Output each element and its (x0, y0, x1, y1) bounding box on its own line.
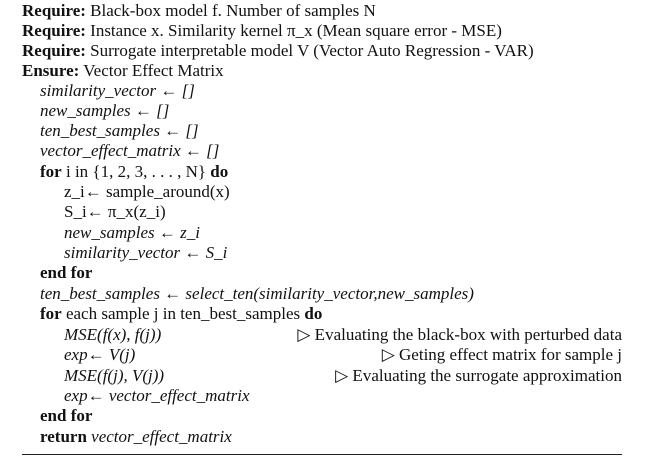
require-keyword: Require: (22, 1, 86, 20)
require-keyword: Require: (22, 41, 86, 60)
require-line-3 (22, 41, 534, 61)
init-new-samples: new_samples ← [] (40, 101, 170, 120)
require-text: Black-box model f. Number of samples N (85, 1, 376, 20)
require-line-2 (22, 21, 502, 41)
for-keyword: for (40, 304, 62, 323)
return-keyword: return (40, 427, 87, 446)
for-keyword: for (40, 162, 62, 181)
for-loop-header-2 (40, 304, 322, 324)
do-keyword: do (206, 162, 229, 181)
require-keyword: Require: (22, 21, 86, 40)
for-range: i in {1, 2, 3, . . . , N} (61, 162, 207, 181)
mse-blackbox-line: MSE(f(x), f(j)) (64, 325, 162, 344)
comment-surrogate: ▷ Evaluating the surrogate approximation (335, 366, 622, 385)
comment-blackbox: ▷ Evaluating the black-box with perturbed data (297, 325, 622, 344)
mse-surrogate-line: MSE(f(j), V(j)) (64, 366, 165, 385)
for-each-text: each sample j in ten_best_samples (61, 304, 301, 323)
init-similarity-vector: similarity_vector ← [] (40, 81, 195, 100)
init-vector-effect-matrix: vector_effect_matrix ← [] (40, 141, 220, 160)
require-text: Instance x. Similarity kernel π_x (Mean square error - MSE) (85, 21, 502, 40)
comment-effect-matrix: ▷ Geting effect matrix for sample j (381, 345, 622, 364)
ensure-text: Vector Effect Matrix (79, 61, 224, 80)
append-new-samples-line: new_samples ← z_i (64, 223, 200, 242)
exp-surrogate-line: exp← V(j) (64, 345, 136, 364)
require-line-1 (22, 1, 376, 21)
require-text: Surrogate interpretable model V (Vector Auto Regression - VAR) (85, 41, 534, 60)
ensure-line (22, 61, 224, 81)
kernel-line: S_i← π_x(z_i) (64, 202, 166, 221)
exp-assign-line: exp← vector_effect_matrix (64, 386, 250, 405)
select-ten-line: ten_best_samples ← select_ten(similarity_vector,new_samples) (40, 284, 474, 303)
bottom-rule (22, 454, 622, 455)
do-keyword: do (300, 304, 323, 323)
return-value: vector_effect_matrix (86, 427, 232, 446)
end-for-1: end for (40, 263, 93, 282)
append-similarity-line: similarity_vector ← S_i (64, 243, 228, 262)
init-ten-best-samples: ten_best_samples ← [] (40, 121, 199, 140)
ensure-keyword: Ensure: (22, 61, 80, 80)
return-line (40, 427, 232, 447)
sample-around-line: z_i← sample_around(x) (64, 182, 230, 201)
for-loop-header-1 (40, 162, 228, 182)
end-for-2: end for (40, 406, 93, 425)
